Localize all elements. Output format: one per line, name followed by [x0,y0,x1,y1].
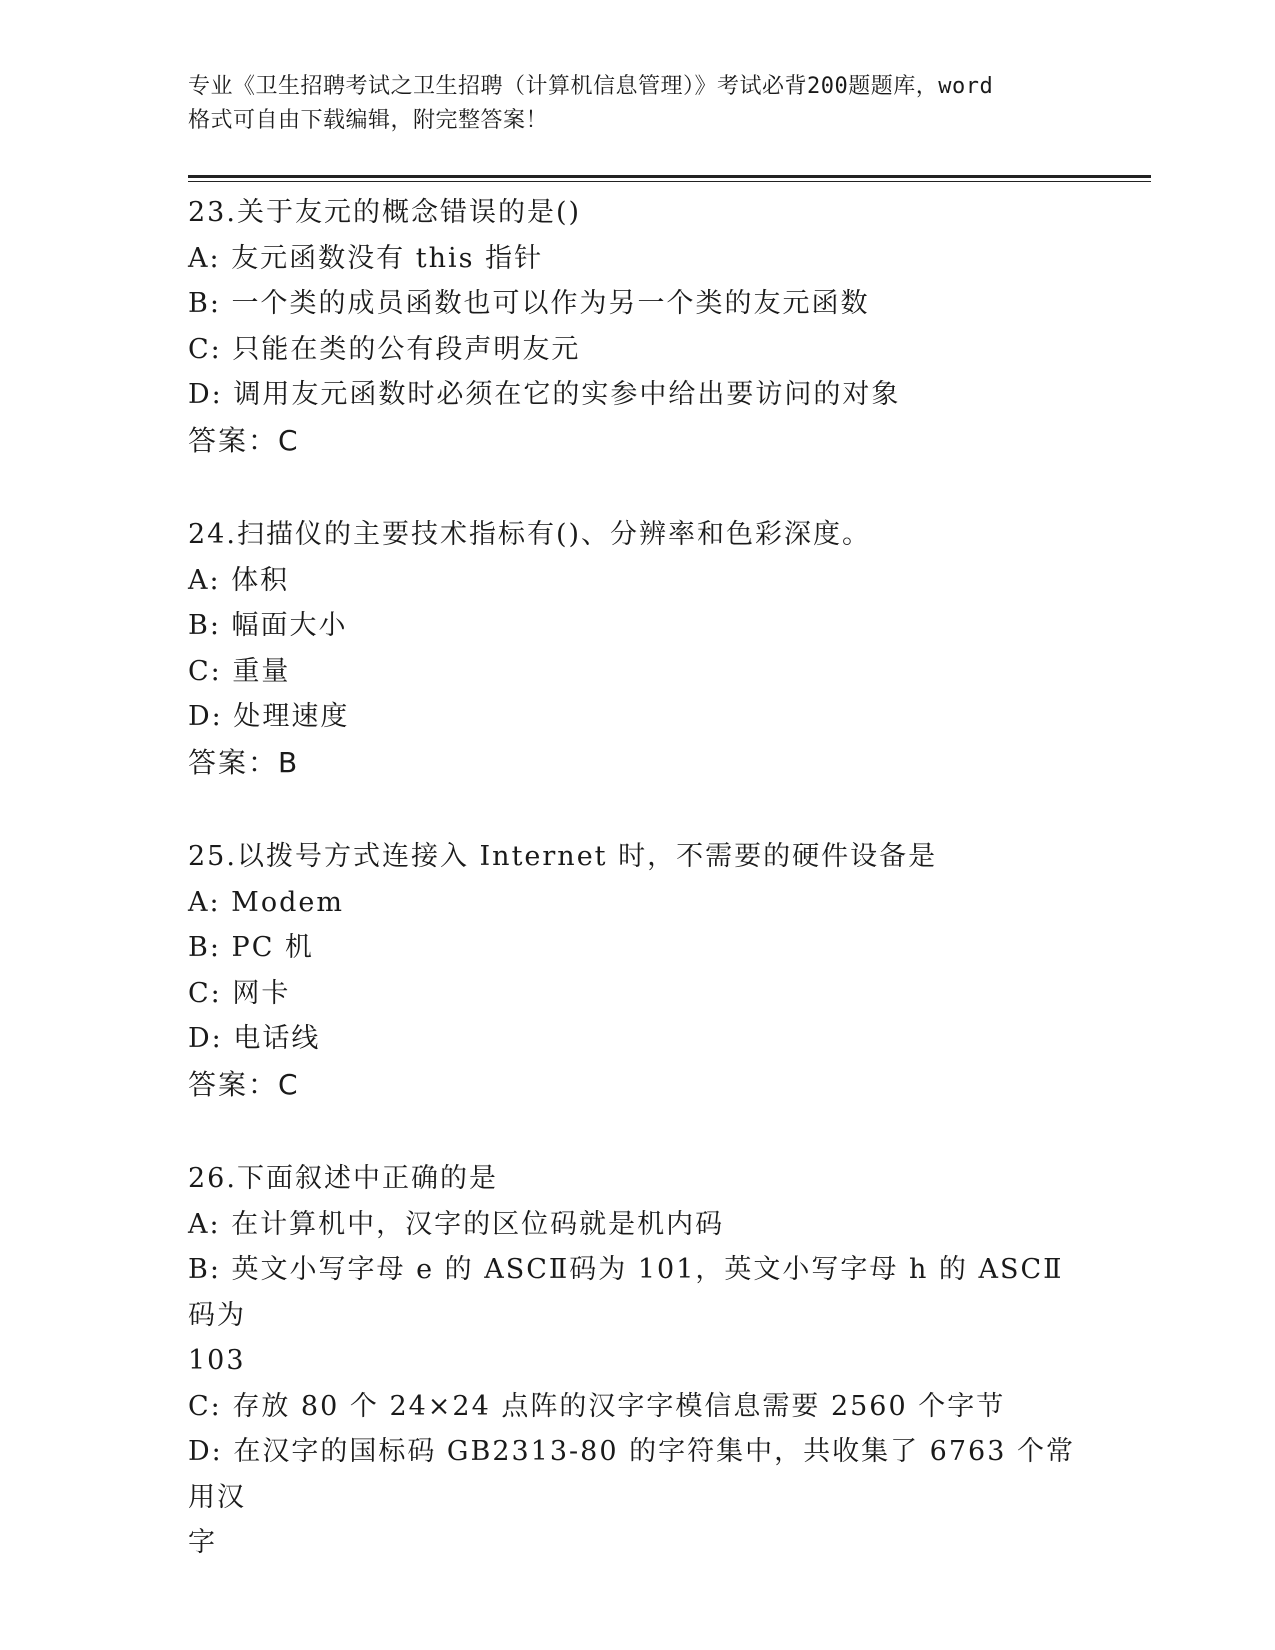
answer-text: 答案：C [188,1067,300,1101]
option-b: B: 幅面大小 [188,610,348,641]
option-b: B: 一个类的成员函数也可以作为另一个类的友元函数 [188,288,870,319]
option-c: C: 只能在类的公有段声明友元 [188,333,581,365]
option-d-line-2: 字 [188,1527,217,1558]
question-24 [188,512,1088,785]
option-d: D: 处理速度 [188,701,350,732]
option-c: C: 重量 [188,655,291,687]
question-stem: 23.关于友元的概念错误的是() [188,197,582,228]
question-26 [188,1156,1088,1566]
question-stem: 24.扫描仪的主要技术指标有()、分辨率和色彩深度。 [188,519,872,550]
option-b-line-1: B: 英文小写字母 e 的 ASCⅡ码为 101，英文小写字母 h 的 ASCⅡ码为 [188,1254,1064,1331]
question-25 [188,834,1088,1107]
header-divider-thin [188,181,1151,182]
answer-text: 答案：C [188,423,300,457]
option-a: A: Modem [188,886,344,918]
question-stem: 26.下面叙述中正确的是 [188,1163,498,1194]
option-a: A: 友元函数没有 this 指针 [188,242,544,274]
answer-text: 答案：B [188,745,300,779]
option-a: A: 体积 [188,564,290,596]
header-line-2: 格式可自由下载编辑，附完整答案！ [188,108,549,133]
question-23 [188,190,1088,463]
question-stem: 25.以拨号方式连接入 Internet 时，不需要的硬件设备是 [188,841,938,872]
option-b-line-2: 103 [188,1345,246,1376]
option-d-line-1: D: 在汉字的国标码 GB2313-80 的字符集中，共收集了 6763 个常用汉 [188,1436,1075,1513]
document-header [188,70,1088,138]
option-d: D: 调用友元函数时必须在它的实参中给出要访问的对象 [188,379,901,410]
option-b: B: PC 机 [188,932,314,963]
header-divider-thick [188,175,1151,178]
question-list [188,190,1088,1615]
option-a: A: 在计算机中，汉字的区位码就是机内码 [188,1208,725,1240]
option-c: C: 网卡 [188,977,291,1009]
option-d: D: 电话线 [188,1023,321,1054]
header-line-1: 专业《卫生招聘考试之卫生招聘（计算机信息管理）》考试必背200题题库，word [188,74,994,99]
option-c: C: 存放 80 个 24×24 点阵的汉字字模信息需要 2560 个字节 [188,1390,1006,1422]
